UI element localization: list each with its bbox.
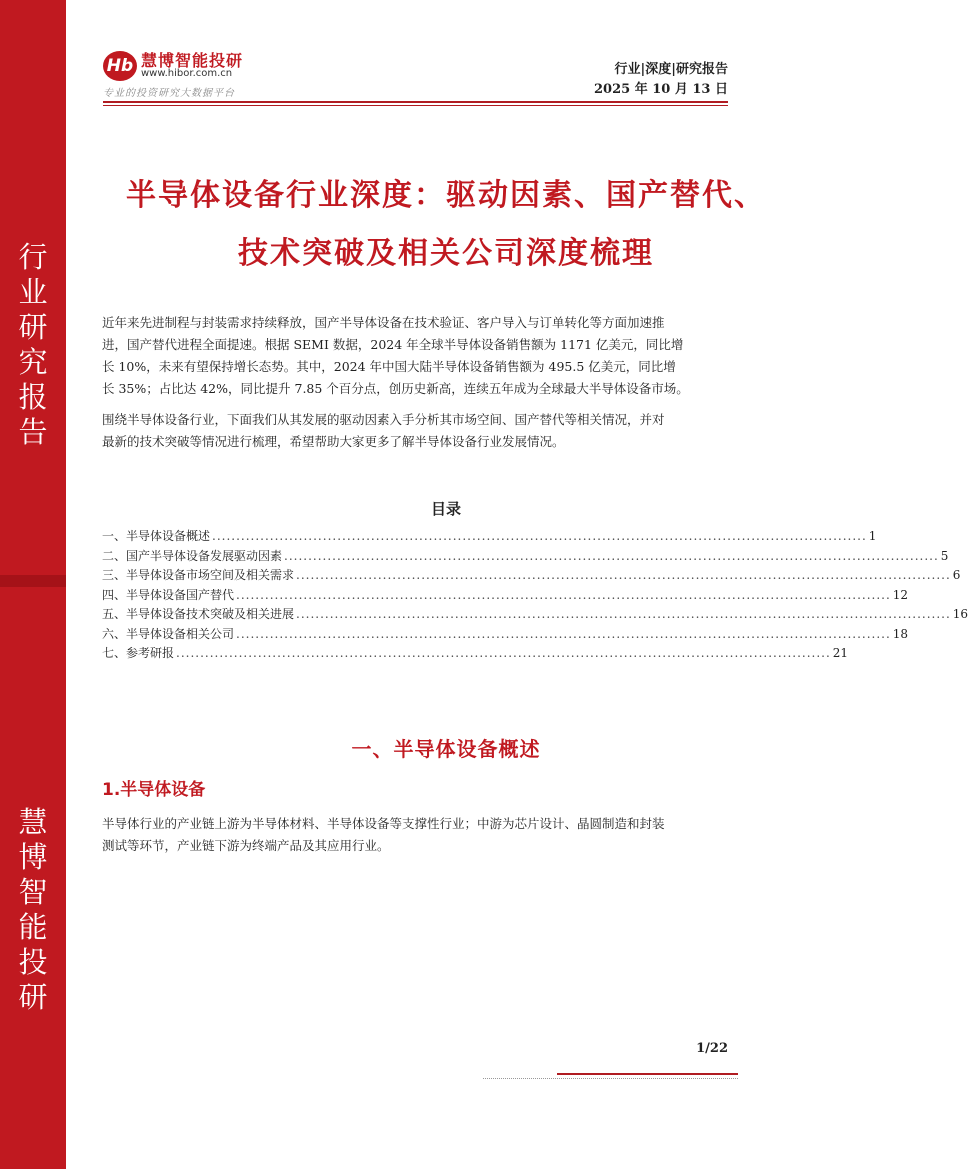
intro-paragraph-1 xyxy=(102,312,742,400)
report-date: 2025 年 10 月 13 日 xyxy=(594,82,728,97)
toc-entry[interactable] xyxy=(102,605,968,625)
toc-entry-page: 18 xyxy=(892,626,909,641)
toc-entry-page: 12 xyxy=(892,587,909,602)
sidebar-band xyxy=(0,0,66,1169)
toc-entry-page: 16 xyxy=(952,607,968,621)
report-title-line2: 技术突破及相关公司深度梳理 xyxy=(238,236,654,271)
toc-entry-label: 四、半导体设备国产替代 xyxy=(102,587,235,602)
sidebar-char: 研 xyxy=(18,980,48,1014)
report-category: 行业|深度|研究报告 xyxy=(614,62,728,77)
toc-entry-label: 一、半导体设备概述 xyxy=(102,529,211,543)
sidebar-char: 行 xyxy=(18,240,48,274)
text-line: 围绕半导体设备行业，下面我们从其发展的驱动因素入手分析其市场空间、国产替代等相关情况，并对 xyxy=(102,412,665,427)
header-rule-thin xyxy=(103,105,728,106)
sidebar-char: 投 xyxy=(18,945,48,979)
footer-rule xyxy=(557,1073,738,1075)
logo-slogan: 专业的投资研究大数据平台 xyxy=(103,88,235,99)
text-line: 半导体行业的产业链上游为半导体材料、半导体设备等支撑性行业；中游为芯片设计、晶圆制造和封装 xyxy=(102,816,665,831)
toc-entry-page: 1 xyxy=(868,529,877,543)
sidebar-char: 博 xyxy=(18,840,48,874)
sidebar-char: 报 xyxy=(18,380,48,414)
toc-entry[interactable] xyxy=(102,644,849,664)
page-number: 1/22 xyxy=(696,1041,728,1056)
toc-entry-label: 二、国产半导体设备发展驱动因素 xyxy=(102,548,283,563)
toc-leader-dots: ........................................................................................................................................ xyxy=(284,548,939,563)
sidebar-brand xyxy=(0,805,66,1015)
toc-entry-label: 七、参考研报 xyxy=(102,646,175,660)
sidebar-char: 能 xyxy=(18,910,48,944)
footer-dotted-rule xyxy=(483,1078,738,1079)
section-paragraph xyxy=(102,813,742,857)
toc-entry-page: 5 xyxy=(940,548,949,563)
toc-entry[interactable] xyxy=(102,566,961,586)
header-rule xyxy=(103,101,728,103)
toc-entry[interactable] xyxy=(102,586,909,606)
sidebar-char: 告 xyxy=(18,415,48,449)
toc-leader-dots: ........................................................................................................................................ xyxy=(296,607,951,621)
text-line: 长 35%；占比达 42%，同比提升 7.85 个百分点，创历史新高，连续五年成为全球最大半导体设备市场。 xyxy=(102,381,689,396)
logo-mark-icon: Hb xyxy=(103,51,137,81)
toc-leader-dots: ........................................................................................................................................ xyxy=(296,568,951,582)
toc-entry[interactable] xyxy=(102,625,909,645)
report-title-line1: 半导体设备行业深度：驱动因素、国产替代、 xyxy=(126,178,766,213)
intro-paragraph-2 xyxy=(102,409,742,453)
toc-entry-label: 五、半导体设备技术突破及相关进展 xyxy=(102,607,295,621)
subsection-heading: 1.半导体设备 xyxy=(102,780,206,800)
logo-url: www.hibor.com.cn xyxy=(141,68,233,79)
toc-entry-page: 21 xyxy=(832,646,849,660)
toc-entry[interactable] xyxy=(102,547,949,567)
sidebar-char: 慧 xyxy=(18,805,48,839)
text-line: 测试等环节，产业链下游为终端产品及其应用行业。 xyxy=(102,838,390,853)
toc-entry[interactable] xyxy=(102,527,877,547)
logo-name: 慧博智能投研 xyxy=(141,51,244,70)
text-line: 长 10%，未来有望保持增长态势。其中，2024 年中国大陆半导体设备销售额为 495.5 亿美元，同比增 xyxy=(102,359,676,374)
text-line: 近年来先进制程与封装需求持续释放，国产半导体设备在技术验证、客户导入与订单转化等方面加速推 xyxy=(102,315,665,330)
sidebar-char: 究 xyxy=(18,345,48,379)
table-of-contents xyxy=(102,527,968,664)
header-meta xyxy=(594,60,728,100)
toc-leader-dots: ........................................................................................................................................ xyxy=(176,646,831,660)
toc-leader-dots: ........................................................................................................................................ xyxy=(236,587,891,602)
sidebar-char: 研 xyxy=(18,310,48,344)
toc-entry-label: 六、半导体设备相关公司 xyxy=(102,626,235,641)
section-heading: 一、半导体设备概述 xyxy=(351,737,541,761)
sidebar-char: 业 xyxy=(18,275,48,309)
text-line: 最新的技术突破等情况进行梳理，希望帮助大家更多了解半导体设备行业发展情况。 xyxy=(102,434,565,449)
toc-leader-dots: ........................................................................................................................................ xyxy=(212,529,867,543)
toc-entry-page: 6 xyxy=(952,568,961,582)
toc-leader-dots: ........................................................................................................................................ xyxy=(236,626,891,641)
sidebar-divider xyxy=(0,575,66,587)
text-line: 进，国产替代进程全面提速。根据 SEMI 数据，2024 年全球半导体设备销售额为 1171 亿美元，同比增 xyxy=(102,337,684,352)
toc-heading: 目录 xyxy=(430,500,461,518)
toc-entry-label: 三、半导体设备市场空间及相关需求 xyxy=(102,568,295,582)
sidebar-report-type xyxy=(0,240,66,450)
sidebar-char: 智 xyxy=(18,875,48,909)
